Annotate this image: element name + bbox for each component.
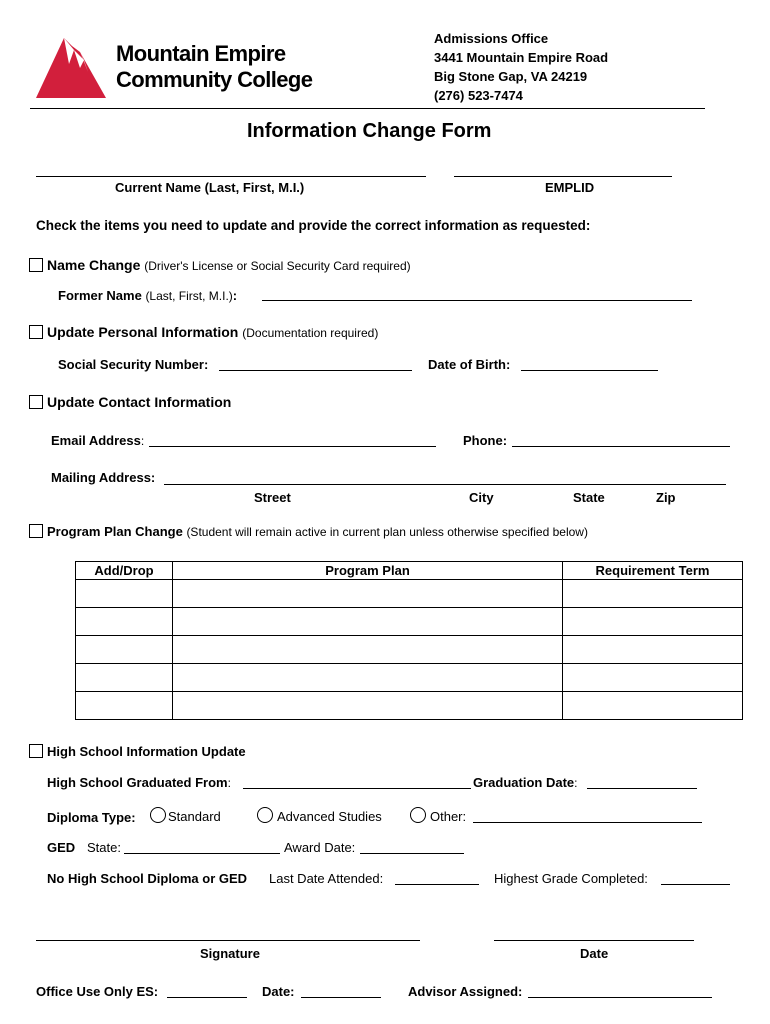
diploma-type-label: Diploma Type: — [47, 810, 136, 825]
diploma-other-label: Other: — [430, 809, 467, 824]
email-colon: : — [140, 434, 145, 448]
table-row — [76, 692, 743, 720]
program-plan-note: (Student will remain active in current plan unless otherwise specified below) — [186, 525, 588, 539]
grad-date-field[interactable] — [587, 788, 697, 789]
grad-date-label — [473, 775, 577, 790]
office-use-title: Office Use Only — [36, 984, 133, 999]
no-diploma-label: No High School Diploma or GED — [47, 871, 248, 886]
diploma-advanced-radio[interactable] — [257, 807, 273, 823]
office-name: Admissions Office — [434, 31, 549, 46]
email-field[interactable] — [149, 446, 436, 447]
add-drop-cell[interactable] — [76, 664, 173, 692]
program-plan-heading — [47, 524, 588, 539]
advisor-field[interactable] — [528, 997, 712, 998]
emplid-field[interactable] — [454, 176, 672, 177]
phone-label: Phone: — [463, 433, 508, 448]
high-school-heading: High School Information Update — [47, 744, 246, 759]
email-title: Email Address — [51, 433, 141, 448]
contact-info-heading: Update Contact Information — [47, 394, 232, 410]
hs-graduated-field[interactable] — [243, 788, 471, 789]
add-drop-cell[interactable] — [76, 608, 173, 636]
diploma-other-field[interactable] — [473, 822, 702, 823]
program-plan-cell[interactable] — [173, 664, 563, 692]
table-header-row — [76, 562, 743, 580]
current-name-label: Current Name (Last, First, M.I.) — [115, 180, 305, 195]
last-date-label: Last Date Attended: — [269, 871, 384, 886]
diploma-advanced-label: Advanced Studies — [277, 809, 382, 824]
ged-award-field[interactable] — [360, 853, 464, 854]
office-city: Big Stone Gap, VA 24219 — [434, 69, 588, 84]
requirement-term-cell[interactable] — [563, 636, 743, 664]
col-program-plan: Program Plan — [173, 562, 563, 580]
es-field[interactable] — [167, 997, 247, 998]
former-name-label — [58, 288, 237, 303]
requirement-term-cell[interactable] — [563, 692, 743, 720]
program-plan-cell[interactable] — [173, 608, 563, 636]
header-divider — [30, 108, 705, 109]
ged-state-label: State: — [87, 840, 121, 855]
personal-info-title: Update Personal Information — [47, 324, 239, 340]
program-plan-cell[interactable] — [173, 636, 563, 664]
ged-state-field[interactable] — [124, 853, 280, 854]
ssn-label: Social Security Number: — [58, 357, 209, 372]
table-row — [76, 608, 743, 636]
table-row — [76, 636, 743, 664]
personal-info-checkbox[interactable] — [29, 325, 43, 339]
program-plan-table — [75, 561, 743, 720]
requirement-term-cell[interactable] — [563, 580, 743, 608]
signature-label: Signature — [200, 946, 260, 961]
diploma-standard-radio[interactable] — [150, 807, 166, 823]
program-plan-title: Program Plan Change — [47, 524, 183, 539]
mailing-label: Mailing Address: — [51, 470, 156, 485]
former-name-note: (Last, First, M.I.) — [145, 289, 233, 303]
former-name-field[interactable] — [262, 300, 692, 301]
personal-info-heading — [47, 324, 378, 340]
signature-date-label: Date — [580, 946, 609, 961]
col-add-drop: Add/Drop — [76, 562, 173, 580]
name-change-note: (Driver's License or Social Security Card required) — [144, 259, 411, 273]
signature-date-field[interactable] — [494, 940, 694, 941]
hs-graduated-title: High School Graduated From — [47, 775, 228, 790]
es-label: ES: — [136, 984, 159, 999]
logo-line-1: Mountain Empire — [116, 41, 286, 66]
city-label: City — [469, 490, 494, 505]
table-row — [76, 580, 743, 608]
last-date-field[interactable] — [395, 884, 479, 885]
ged-label: GED — [47, 840, 76, 855]
requirement-term-cell[interactable] — [563, 664, 743, 692]
hs-graduated-label — [47, 775, 231, 790]
former-name-colon: : — [232, 288, 238, 303]
contact-info-checkbox[interactable] — [29, 395, 43, 409]
ssn-field[interactable] — [219, 370, 412, 371]
table-row — [76, 664, 743, 692]
highest-grade-label: Highest Grade Completed: — [494, 871, 648, 886]
name-change-checkbox[interactable] — [29, 258, 43, 272]
program-plan-checkbox[interactable] — [29, 524, 43, 538]
phone-field[interactable] — [512, 446, 730, 447]
emplid-label: EMPLID — [545, 180, 595, 195]
grad-date-colon: : — [574, 776, 578, 790]
name-change-title: Name Change — [47, 257, 141, 273]
requirement-term-cell[interactable] — [563, 608, 743, 636]
mailing-address-field[interactable] — [164, 484, 726, 485]
form-title: Information Change Form — [247, 120, 492, 142]
personal-info-note: (Documentation required) — [242, 326, 379, 340]
advisor-label: Advisor Assigned: — [408, 984, 523, 999]
name-change-heading — [47, 257, 411, 273]
ged-award-label: Award Date: — [284, 840, 356, 855]
office-use-label — [36, 984, 158, 999]
program-plan-cell[interactable] — [173, 580, 563, 608]
office-phone: (276) 523-7474 — [434, 88, 523, 103]
add-drop-cell[interactable] — [76, 580, 173, 608]
add-drop-cell[interactable] — [76, 636, 173, 664]
diploma-standard-label: Standard — [168, 809, 221, 824]
add-drop-cell[interactable] — [76, 692, 173, 720]
email-label — [51, 433, 144, 448]
highest-grade-field[interactable] — [661, 884, 730, 885]
diploma-other-radio[interactable] — [410, 807, 426, 823]
office-date-label: Date: — [262, 984, 295, 999]
office-date-field[interactable] — [301, 997, 381, 998]
office-street: 3441 Mountain Empire Road — [434, 50, 609, 65]
street-label: Street — [254, 490, 291, 505]
former-name-title: Former Name — [58, 288, 142, 303]
logo-line-2: Community College — [116, 67, 313, 92]
state-label: State — [573, 490, 605, 505]
mountain-logo-icon — [36, 38, 106, 100]
current-name-field[interactable] — [36, 176, 426, 177]
dob-label: Date of Birth: — [428, 357, 511, 372]
instructions: Check the items you need to update and provide the correct information as requested: — [36, 218, 591, 233]
program-plan-cell[interactable] — [173, 692, 563, 720]
grad-date-title: Graduation Date — [473, 775, 575, 790]
signature-field[interactable] — [36, 940, 420, 941]
dob-field[interactable] — [521, 370, 658, 371]
high-school-checkbox[interactable] — [29, 744, 43, 758]
zip-label: Zip — [656, 490, 676, 505]
hs-graduated-colon: : — [227, 776, 231, 790]
col-requirement-term: Requirement Term — [563, 562, 743, 580]
